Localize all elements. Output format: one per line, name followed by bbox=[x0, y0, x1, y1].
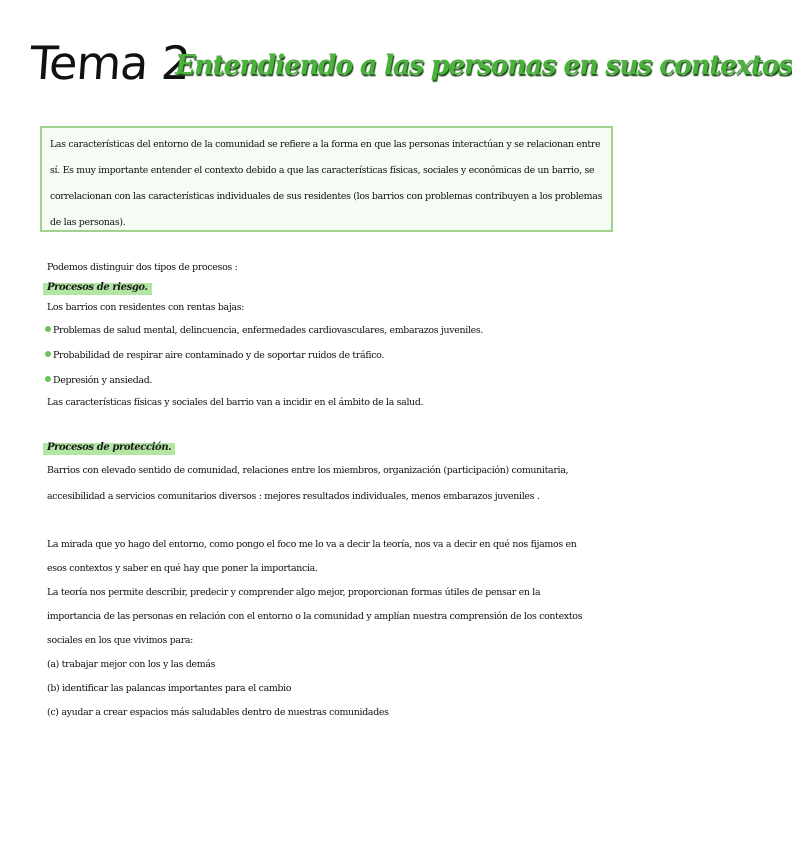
risk-heading: Procesos de riesgo. bbox=[43, 278, 152, 298]
processes-lead: Podemos distinguir dos tipos de procesos : bbox=[47, 262, 238, 273]
closing-line: (a) trabajar mejor con los y las demás bbox=[47, 659, 216, 670]
closing-line: La mirada que yo hago del entorno, como pongo el foco me lo va a decir la teoría, nos va a decir en qué nos fijamos en bbox=[47, 539, 577, 550]
bullet-icon bbox=[45, 351, 51, 357]
protection-line: Barrios con elevado sentido de comunidad, relaciones entre los miembros, organización (participación) comunitaria, bbox=[47, 465, 569, 476]
intro-box: Las características del entorno de la comunidad se refiere a la forma en que las personas interactúan y se relacionan entre sí. Es muy importante entender el contexto debido a que las características físicas, sociales y económicas de un barrio, se correlacionan con las características individuales de sus residentes (los barrios con problemas contribuyen a los problemas de las personas). bbox=[40, 126, 613, 232]
closing-line: La teoría nos permite describir, predecir y comprender algo mejor, proporcionan formas útiles de pensar en la bbox=[47, 587, 541, 598]
list-item: Problemas de salud mental, delincuencia, enfermedades cardiovasculares, embarazos juveniles. bbox=[45, 318, 617, 343]
protection-section bbox=[47, 438, 617, 510]
page-title: Tema 2 bbox=[28, 36, 192, 90]
risk-section bbox=[47, 258, 617, 413]
closing-line: (b) identificar las palancas importantes para el cambio bbox=[47, 683, 292, 694]
closing-line: (c) ayudar a crear espacios más saludables dentro de nuestras comunidades bbox=[47, 707, 389, 718]
page-subtitle: Entendiendo a las personas en sus contextos bbox=[175, 50, 792, 81]
title-row bbox=[28, 36, 792, 106]
protection-heading: Procesos de protección. bbox=[43, 438, 175, 458]
closing-line: esos contextos y saber en qué hay que poner la importancia. bbox=[47, 563, 318, 574]
risk-conclusion: Las características físicas y sociales del barrio van a incidir en el ámbito de la salud. bbox=[47, 397, 424, 408]
bullet-icon bbox=[45, 376, 51, 382]
closing-line: importancia de las personas en relación con el entorno o la comunidad y amplían nuestra comprensión de los contextos bbox=[47, 611, 583, 622]
closing-section bbox=[47, 533, 617, 725]
risk-intro: Los barrios con residentes con rentas bajas: bbox=[47, 302, 245, 313]
closing-line: sociales en los que vivimos para: bbox=[47, 635, 194, 646]
list-item: Probabilidad de respirar aire contaminado y de soportar ruidos de tráfico. bbox=[45, 343, 617, 368]
protection-line: accesibilidad a servicios comunitarios diversos : mejores resultados individuales, menos embarazos juveniles . bbox=[47, 491, 540, 502]
list-item: Depresión y ansiedad. bbox=[45, 368, 617, 393]
bullet-icon bbox=[45, 326, 51, 332]
